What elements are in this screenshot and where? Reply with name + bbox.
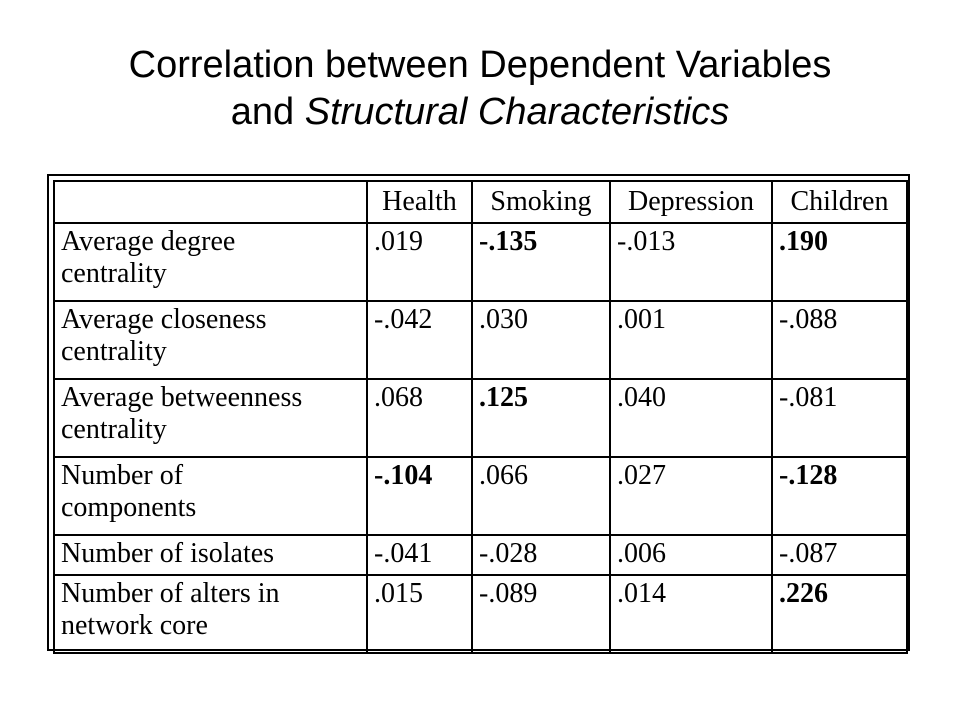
header-cell-depression: Depression bbox=[610, 181, 772, 223]
correlation-value: .226 bbox=[772, 575, 907, 653]
correlation-value: .027 bbox=[610, 457, 772, 535]
correlation-table-body bbox=[54, 181, 907, 653]
correlation-value: -.013 bbox=[610, 223, 772, 301]
row-label-line: Average betweenness bbox=[61, 382, 303, 413]
row-label-line: Number of isolates bbox=[61, 538, 275, 569]
header-cell-children: Children bbox=[772, 181, 907, 223]
table-row bbox=[54, 535, 907, 575]
row-label-line: Number of alters in bbox=[61, 578, 280, 609]
correlation-value: -.042 bbox=[367, 301, 472, 379]
title-line-2-prefix: and bbox=[230, 91, 305, 133]
row-label bbox=[54, 575, 367, 653]
row-label bbox=[54, 457, 367, 535]
correlation-value: .014 bbox=[610, 575, 772, 653]
correlation-value: .015 bbox=[367, 575, 472, 653]
table-row bbox=[54, 575, 907, 653]
correlation-value: .125 bbox=[472, 379, 610, 457]
correlation-value: .066 bbox=[472, 457, 610, 535]
correlation-value: .190 bbox=[772, 223, 907, 301]
row-label bbox=[54, 223, 367, 301]
row-label-line: centrality bbox=[61, 414, 167, 445]
correlation-table bbox=[53, 180, 908, 654]
table-frame bbox=[47, 174, 910, 651]
correlation-value: -.089 bbox=[472, 575, 610, 653]
correlation-value: .030 bbox=[472, 301, 610, 379]
row-label-line: components bbox=[61, 492, 197, 523]
title-line-2-italic: Structural Characteristics bbox=[304, 91, 730, 133]
slide-title bbox=[0, 42, 960, 136]
row-label-line: centrality bbox=[61, 258, 167, 289]
row-label-line: Average closeness bbox=[61, 304, 267, 335]
header-row bbox=[54, 181, 907, 223]
row-label-line: Average degree bbox=[61, 226, 236, 257]
correlation-value: .006 bbox=[610, 535, 772, 575]
correlation-value: .068 bbox=[367, 379, 472, 457]
title-line-1: Correlation between Dependent Variables bbox=[128, 44, 832, 86]
table-row bbox=[54, 301, 907, 379]
title-line-2 bbox=[0, 89, 960, 136]
correlation-value: -.128 bbox=[772, 457, 907, 535]
table-row bbox=[54, 223, 907, 301]
row-label bbox=[54, 379, 367, 457]
row-label-line: centrality bbox=[61, 336, 167, 367]
correlation-value: .019 bbox=[367, 223, 472, 301]
table-row bbox=[54, 379, 907, 457]
row-label-line: Number of bbox=[61, 460, 184, 491]
table-row bbox=[54, 457, 907, 535]
correlation-value: -.104 bbox=[367, 457, 472, 535]
header-cell-smoking: Smoking bbox=[472, 181, 610, 223]
correlation-value: .040 bbox=[610, 379, 772, 457]
correlation-value: -.028 bbox=[472, 535, 610, 575]
correlation-value: -.087 bbox=[772, 535, 907, 575]
row-label bbox=[54, 535, 367, 575]
header-cell-health: Health bbox=[367, 181, 472, 223]
row-label bbox=[54, 301, 367, 379]
row-label-line: network core bbox=[61, 610, 208, 641]
correlation-value: -.041 bbox=[367, 535, 472, 575]
correlation-value: -.135 bbox=[472, 223, 610, 301]
correlation-value: -.081 bbox=[772, 379, 907, 457]
correlation-value: .001 bbox=[610, 301, 772, 379]
correlation-value: -.088 bbox=[772, 301, 907, 379]
header-cell-empty bbox=[54, 181, 367, 223]
